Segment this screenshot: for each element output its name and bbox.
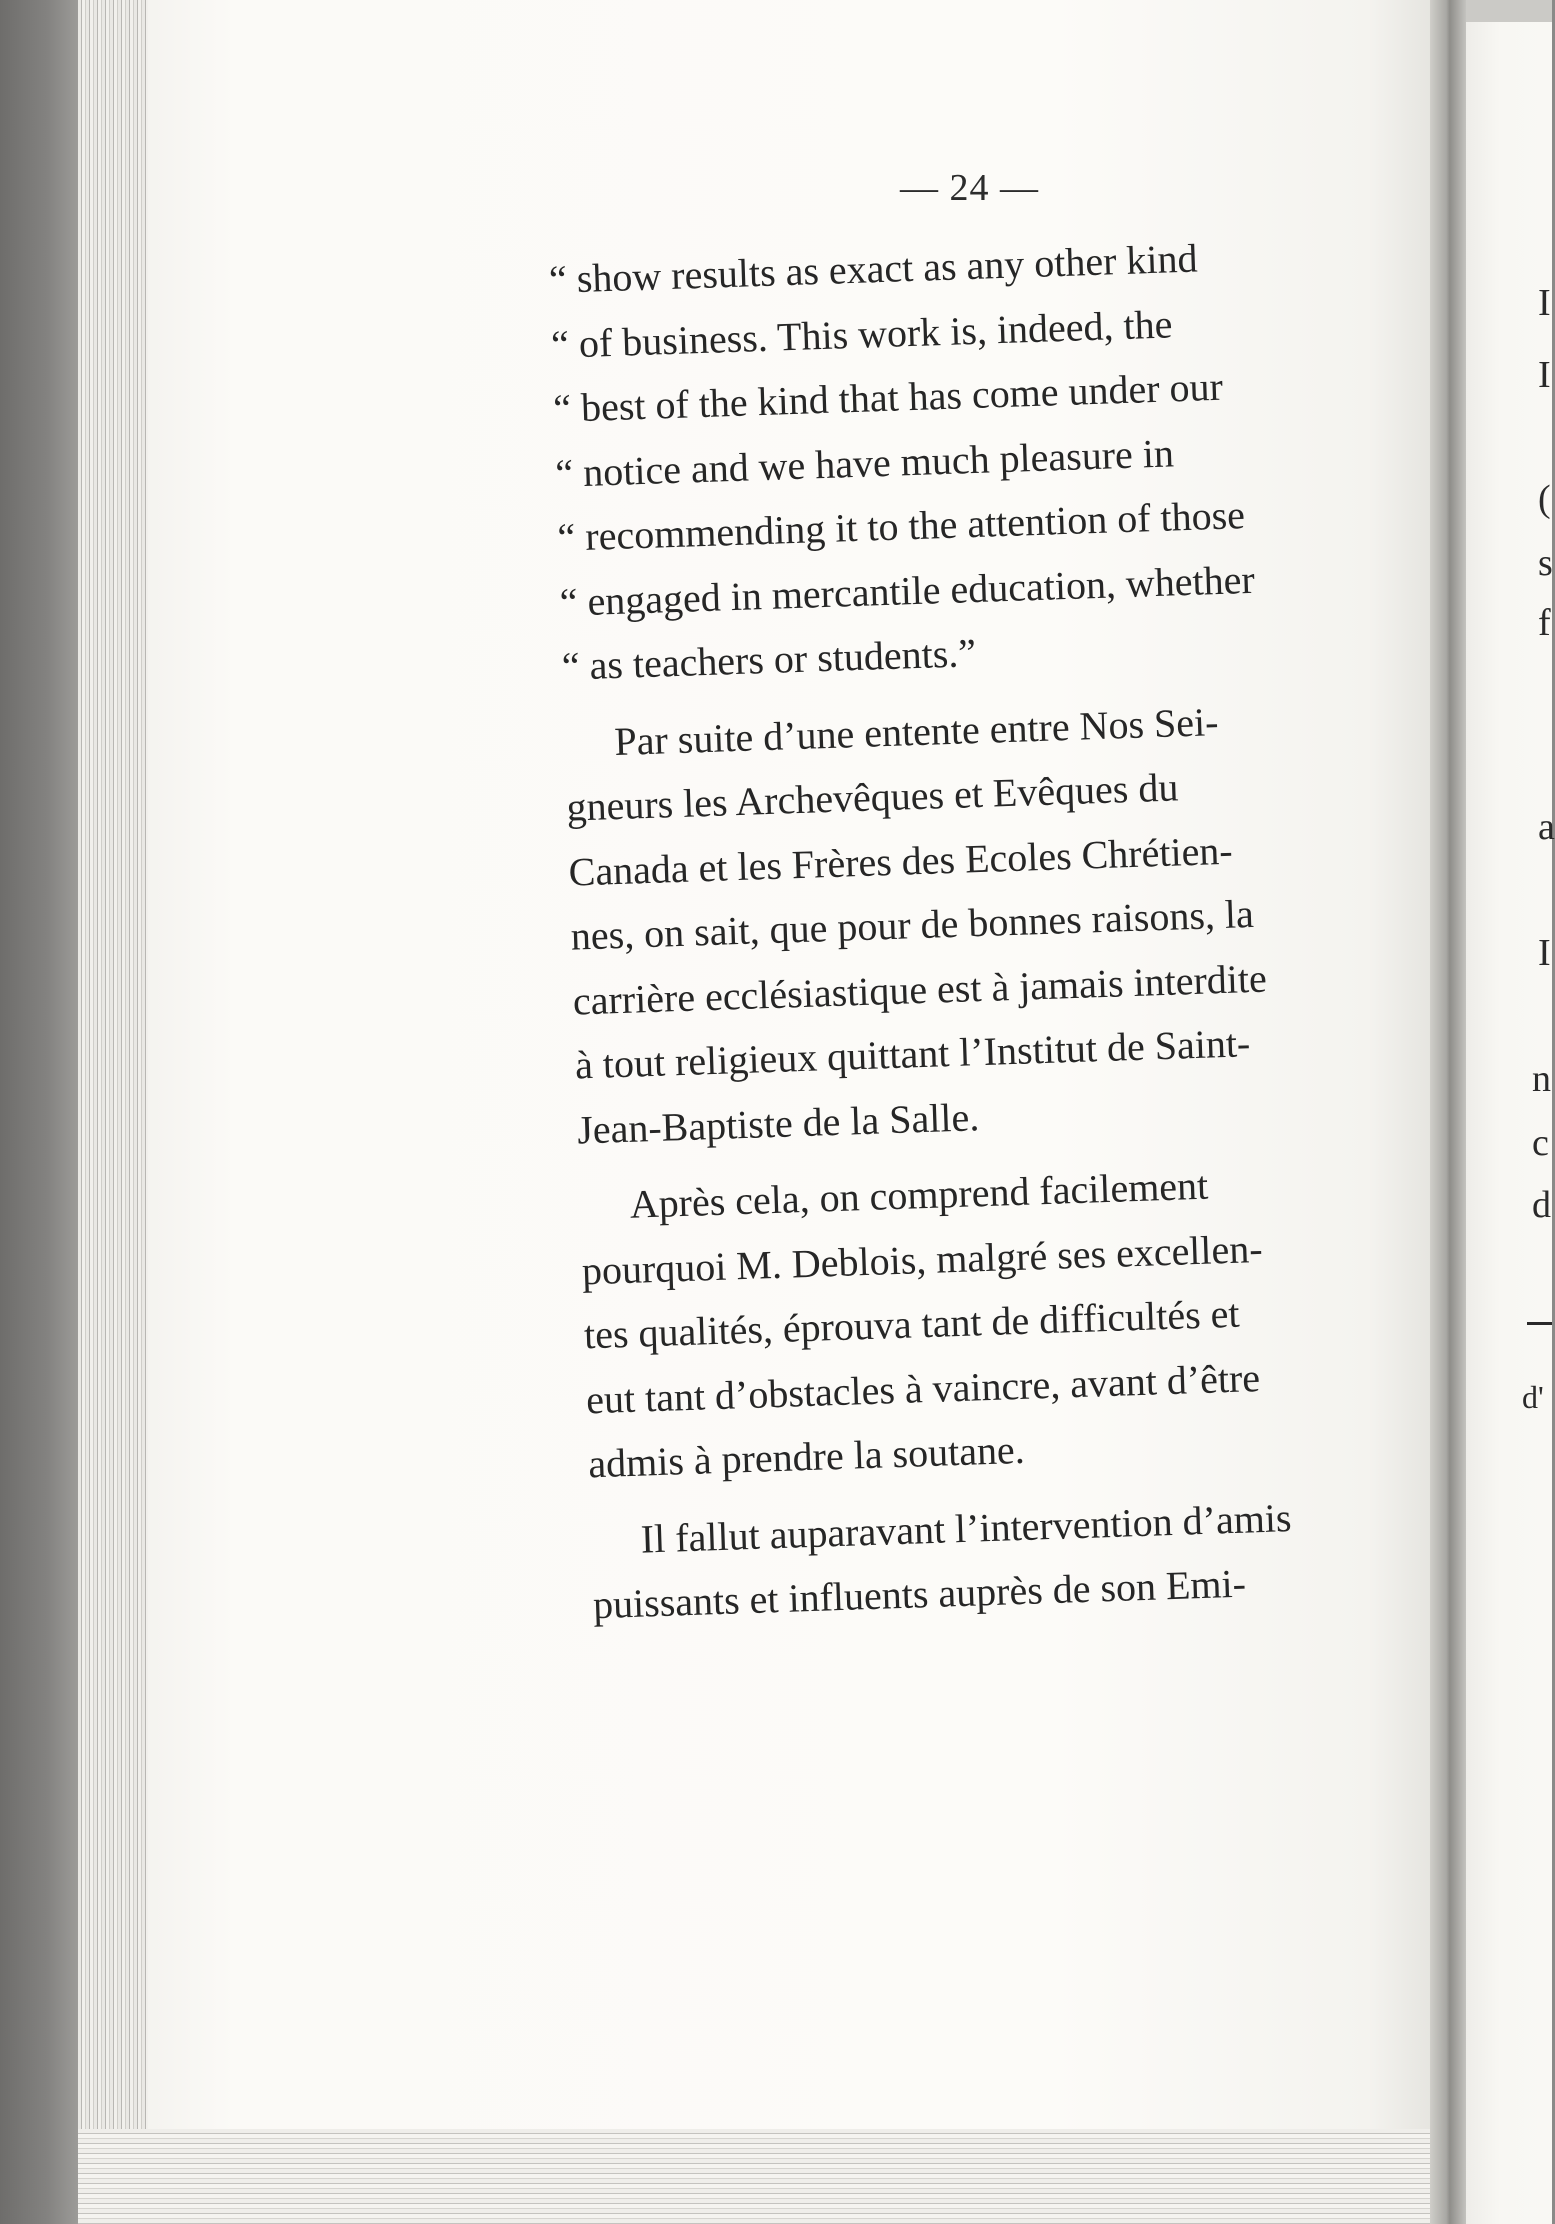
facing-page-fragment: I bbox=[1538, 282, 1551, 324]
facing-page-fragment: c bbox=[1532, 1122, 1549, 1164]
facing-page-rule bbox=[1527, 1322, 1552, 1325]
body-text bbox=[548, 219, 1462, 1638]
scan-background-edge bbox=[0, 0, 78, 2224]
facing-page-fragment: d bbox=[1532, 1184, 1551, 1226]
text-line: à tout religieux quittant l’Institut de Saint- bbox=[574, 1020, 1251, 1088]
text-line: “ of business. This work is, indeed, the bbox=[550, 300, 1173, 367]
text-line: “ show results as exact as any other kind bbox=[548, 235, 1199, 302]
text-line: “ engaged in mercantile education, whether bbox=[558, 556, 1256, 625]
facing-page-fragment: d' bbox=[1522, 1379, 1544, 1415]
text-line: “ recommending it to the attention of those bbox=[556, 492, 1246, 560]
text-line: gneurs les Archevêques et Evêques du bbox=[565, 764, 1179, 830]
facing-page-fragment: n bbox=[1532, 1058, 1551, 1100]
facing-page-fragment: s bbox=[1538, 542, 1553, 584]
facing-page-fragment: f bbox=[1538, 602, 1551, 644]
page-number: — 24 — bbox=[900, 167, 1039, 209]
page-edges-bottom bbox=[78, 2129, 1478, 2224]
facing-page-fragment: a bbox=[1538, 806, 1555, 848]
text-line: “ best of the kind that has come under our bbox=[552, 363, 1224, 431]
text-line: pourquoi M. Deblois, malgré ses excellen- bbox=[581, 1225, 1264, 1293]
text-line: puissants et influents auprès de son Emi- bbox=[592, 1560, 1247, 1628]
text-line: Canada et les Frères des Ecoles Chrétien- bbox=[567, 827, 1234, 895]
text-line: admis à prendre la soutane. bbox=[587, 1426, 1026, 1487]
facing-page bbox=[1466, 0, 1552, 2224]
paragraph bbox=[563, 682, 1445, 1162]
text-line: Après cela, on comprend facilement bbox=[629, 1162, 1209, 1227]
text-line: Jean-Baptiste de la Salle. bbox=[576, 1093, 980, 1153]
text-line: eut tant d’obstacles à vaincre, avant d’être bbox=[585, 1354, 1261, 1422]
text-line: nes, on sait, que pour de bonnes raisons, la bbox=[570, 890, 1255, 959]
text-line: Par suite d’une entente entre Nos Sei- bbox=[613, 698, 1220, 764]
quoted-passage bbox=[548, 219, 1430, 699]
page-edges-left bbox=[78, 0, 148, 2224]
text-line: Il fallut auparavant l’intervention d’amis bbox=[640, 1494, 1293, 1562]
paragraph bbox=[579, 1146, 1457, 1497]
text-line: tes qualités, éprouva tant de difficultés et bbox=[583, 1290, 1241, 1358]
facing-page-fragment: I bbox=[1538, 354, 1551, 396]
text-line: “ as teachers or students.” bbox=[561, 630, 977, 689]
facing-page-fragment: ( bbox=[1538, 478, 1551, 520]
facing-page-top-edge bbox=[1466, 0, 1552, 22]
text-line: “ notice and we have much pleasure in bbox=[554, 429, 1175, 496]
text-line: carrière ecclésiastique est à jamais interdite bbox=[572, 955, 1268, 1024]
facing-page-fragment: I bbox=[1538, 932, 1551, 974]
